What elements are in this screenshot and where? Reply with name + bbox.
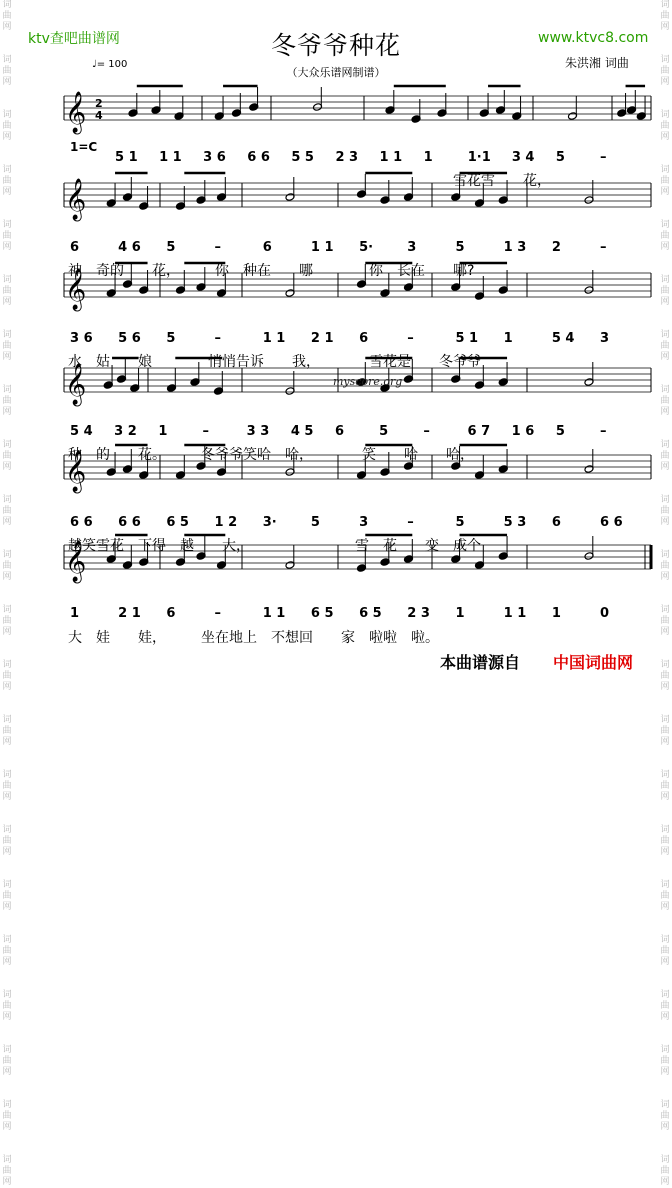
key-signature: 1=C [70, 140, 98, 154]
song-subtitle: （大众乐谱网制谱） [286, 66, 386, 79]
site-url-right: www.ktvc8.com [538, 30, 649, 46]
treble-clef: 𝄞 [65, 364, 87, 405]
jianpu-number: 1 1 [159, 150, 182, 165]
jianpu-number: 1 [70, 606, 80, 621]
lyric-line: 神 奇的 花， 你 种在 哪 你 长在 哪? [68, 263, 475, 279]
jianpu-number: 1 [423, 150, 433, 165]
song-title: 冬爷爷种花 [270, 31, 401, 60]
jianpu-number: – [600, 150, 607, 165]
jianpu-number: 5 3 [503, 515, 527, 530]
jianpu-number: 0 [600, 606, 610, 621]
side-watermark-left: 词 曲 网 词 曲 网 词 曲 网 词 曲 网 词 曲 网 词 曲 网 词 曲 网 词 曲 网 词 曲 网 词 曲 网 词 曲 网 词 曲 网 词 曲 网 词 曲 网 词 曲 网 词 曲 网 词 曲 网 词 曲 网 词 曲 网 词 曲 网 词 曲 网 词 曲 网 [2, 0, 12, 1187]
jianpu-number: 1 1 [262, 606, 286, 621]
jianpu-number: 3 6 [70, 331, 93, 346]
lyric-line: 越笑雪花 下得 越 大， 雪 花 变 成个 [68, 538, 481, 554]
jianpu-number: – [214, 606, 222, 621]
jianpu-number: 5 [379, 424, 389, 439]
jianpu-number: 3 4 [511, 150, 535, 165]
jianpu-number: 5 [555, 150, 565, 165]
jianpu-number: 6 [70, 240, 80, 255]
jianpu-number: 5 4 [551, 331, 575, 346]
time-signature: 2 [95, 97, 103, 110]
jianpu-number: 1 6 [511, 424, 535, 439]
jianpu-number: 3 [359, 515, 369, 530]
jianpu-number: 2 1 [118, 606, 141, 621]
jianpu-number: 3 3 [246, 424, 270, 439]
center-watermark: myscore.org [333, 375, 403, 388]
jianpu-number: 6 6 [118, 515, 141, 530]
jianpu-number: 6 [359, 331, 369, 346]
jianpu-number: – [214, 331, 222, 346]
jianpu-number: 1 1 [262, 331, 286, 346]
jianpu-number: – [600, 240, 607, 255]
jianpu-number: 1 1 [379, 150, 403, 165]
jianpu-number: 5 [166, 240, 176, 255]
jianpu-number: 1 2 [214, 515, 238, 530]
lyric-line: 雪花雪 花， [453, 173, 551, 189]
time-signature: 4 [95, 109, 103, 122]
jianpu-number: 5· [359, 240, 374, 255]
jianpu-number: 3· [262, 515, 277, 530]
jianpu-number: 5 [555, 424, 565, 439]
jianpu-number: 3 [600, 331, 610, 346]
jianpu-number: 6 5 [166, 515, 189, 530]
jianpu-number: 1 3 [503, 240, 527, 255]
jianpu-number: – [423, 424, 430, 439]
jianpu-number: 2 1 [310, 331, 334, 346]
jianpu-number: 6 [166, 606, 176, 621]
treble-clef: 𝄞 [65, 179, 87, 220]
jianpu-number: 3 6 [203, 150, 226, 165]
jianpu-number: 2 3 [335, 150, 359, 165]
jianpu-number: 5 [166, 331, 176, 346]
treble-clef: 𝄞 [65, 92, 87, 133]
footer-source-label: 本曲谱源自 [440, 653, 521, 672]
jianpu-number: 5 5 [291, 150, 314, 165]
jianpu-number: – [407, 515, 414, 530]
jianpu-number: 1 1 [503, 606, 527, 621]
jianpu-number: 4 6 [118, 240, 141, 255]
treble-clef: 𝄞 [65, 269, 87, 310]
jianpu-number: – [202, 424, 209, 439]
jianpu-number: 3 [407, 240, 417, 255]
jianpu-number: 1 1 [310, 240, 334, 255]
jianpu-number: 6 6 [600, 515, 623, 530]
jianpu-number: 5 [455, 240, 465, 255]
jianpu-number: 5 4 [70, 424, 93, 439]
site-name-left: ktv查吧曲谱网 [28, 31, 120, 47]
jianpu-number: 4 5 [290, 424, 314, 439]
jianpu-number: 6 7 [467, 424, 491, 439]
tempo-marking: ♩= 100 [92, 59, 128, 70]
footer-source-site: 中国词曲网 [553, 653, 634, 672]
lyric-line: 种 的 花。 冬爷爷笑哈 哈， 笑 哈 哈， [68, 447, 474, 463]
jianpu-number: 2 3 [407, 606, 430, 621]
jianpu-number: 5 6 [118, 331, 141, 346]
jianpu-number: – [407, 331, 414, 346]
jianpu-number: 3 2 [114, 424, 137, 439]
jianpu-number: – [214, 240, 222, 255]
jianpu-number: 6 [335, 424, 345, 439]
jianpu-number: 1·1 [467, 150, 491, 165]
lyric-line: 水 姑 娘 悄悄告诉 我， 雪花是 冬爷爷 [68, 354, 481, 370]
treble-clef: 𝄞 [65, 451, 87, 492]
lyric-line: 大 娃 娃， 坐在地上 不想回 家 啦啦 啦。 [68, 630, 439, 646]
jianpu-number: 5 [455, 515, 465, 530]
jianpu-number: – [600, 424, 607, 439]
jianpu-number: 6 5 [310, 606, 334, 621]
jianpu-number: 5 1 [115, 150, 138, 165]
jianpu-number: 5 1 [455, 331, 479, 346]
jianpu-number: 2 [551, 240, 561, 255]
jianpu-number: 6 5 [359, 606, 382, 621]
jianpu-number: 1 [455, 606, 465, 621]
composer-credits: 朱洪湘 词曲 [565, 56, 629, 70]
side-watermark-right: 词 曲 网 词 曲 网 词 曲 网 词 曲 网 词 曲 网 词 曲 网 词 曲 网 词 曲 网 词 曲 网 词 曲 网 词 曲 网 词 曲 网 词 曲 网 词 曲 网 词 曲 网 词 曲 网 词 曲 网 词 曲 网 词 曲 网 词 曲 网 词 曲 网 词 曲 网 [660, 0, 670, 1187]
jianpu-number: 1 [503, 331, 513, 346]
jianpu-number: 6 [551, 515, 561, 530]
jianpu-number: 1 [158, 424, 168, 439]
treble-clef: 𝄞 [65, 541, 87, 582]
jianpu-number: 1 [551, 606, 561, 621]
jianpu-number: 6 6 [247, 150, 270, 165]
jianpu-number: 5 [310, 515, 320, 530]
jianpu-number: 6 [262, 240, 272, 255]
jianpu-number: 6 6 [70, 515, 93, 530]
